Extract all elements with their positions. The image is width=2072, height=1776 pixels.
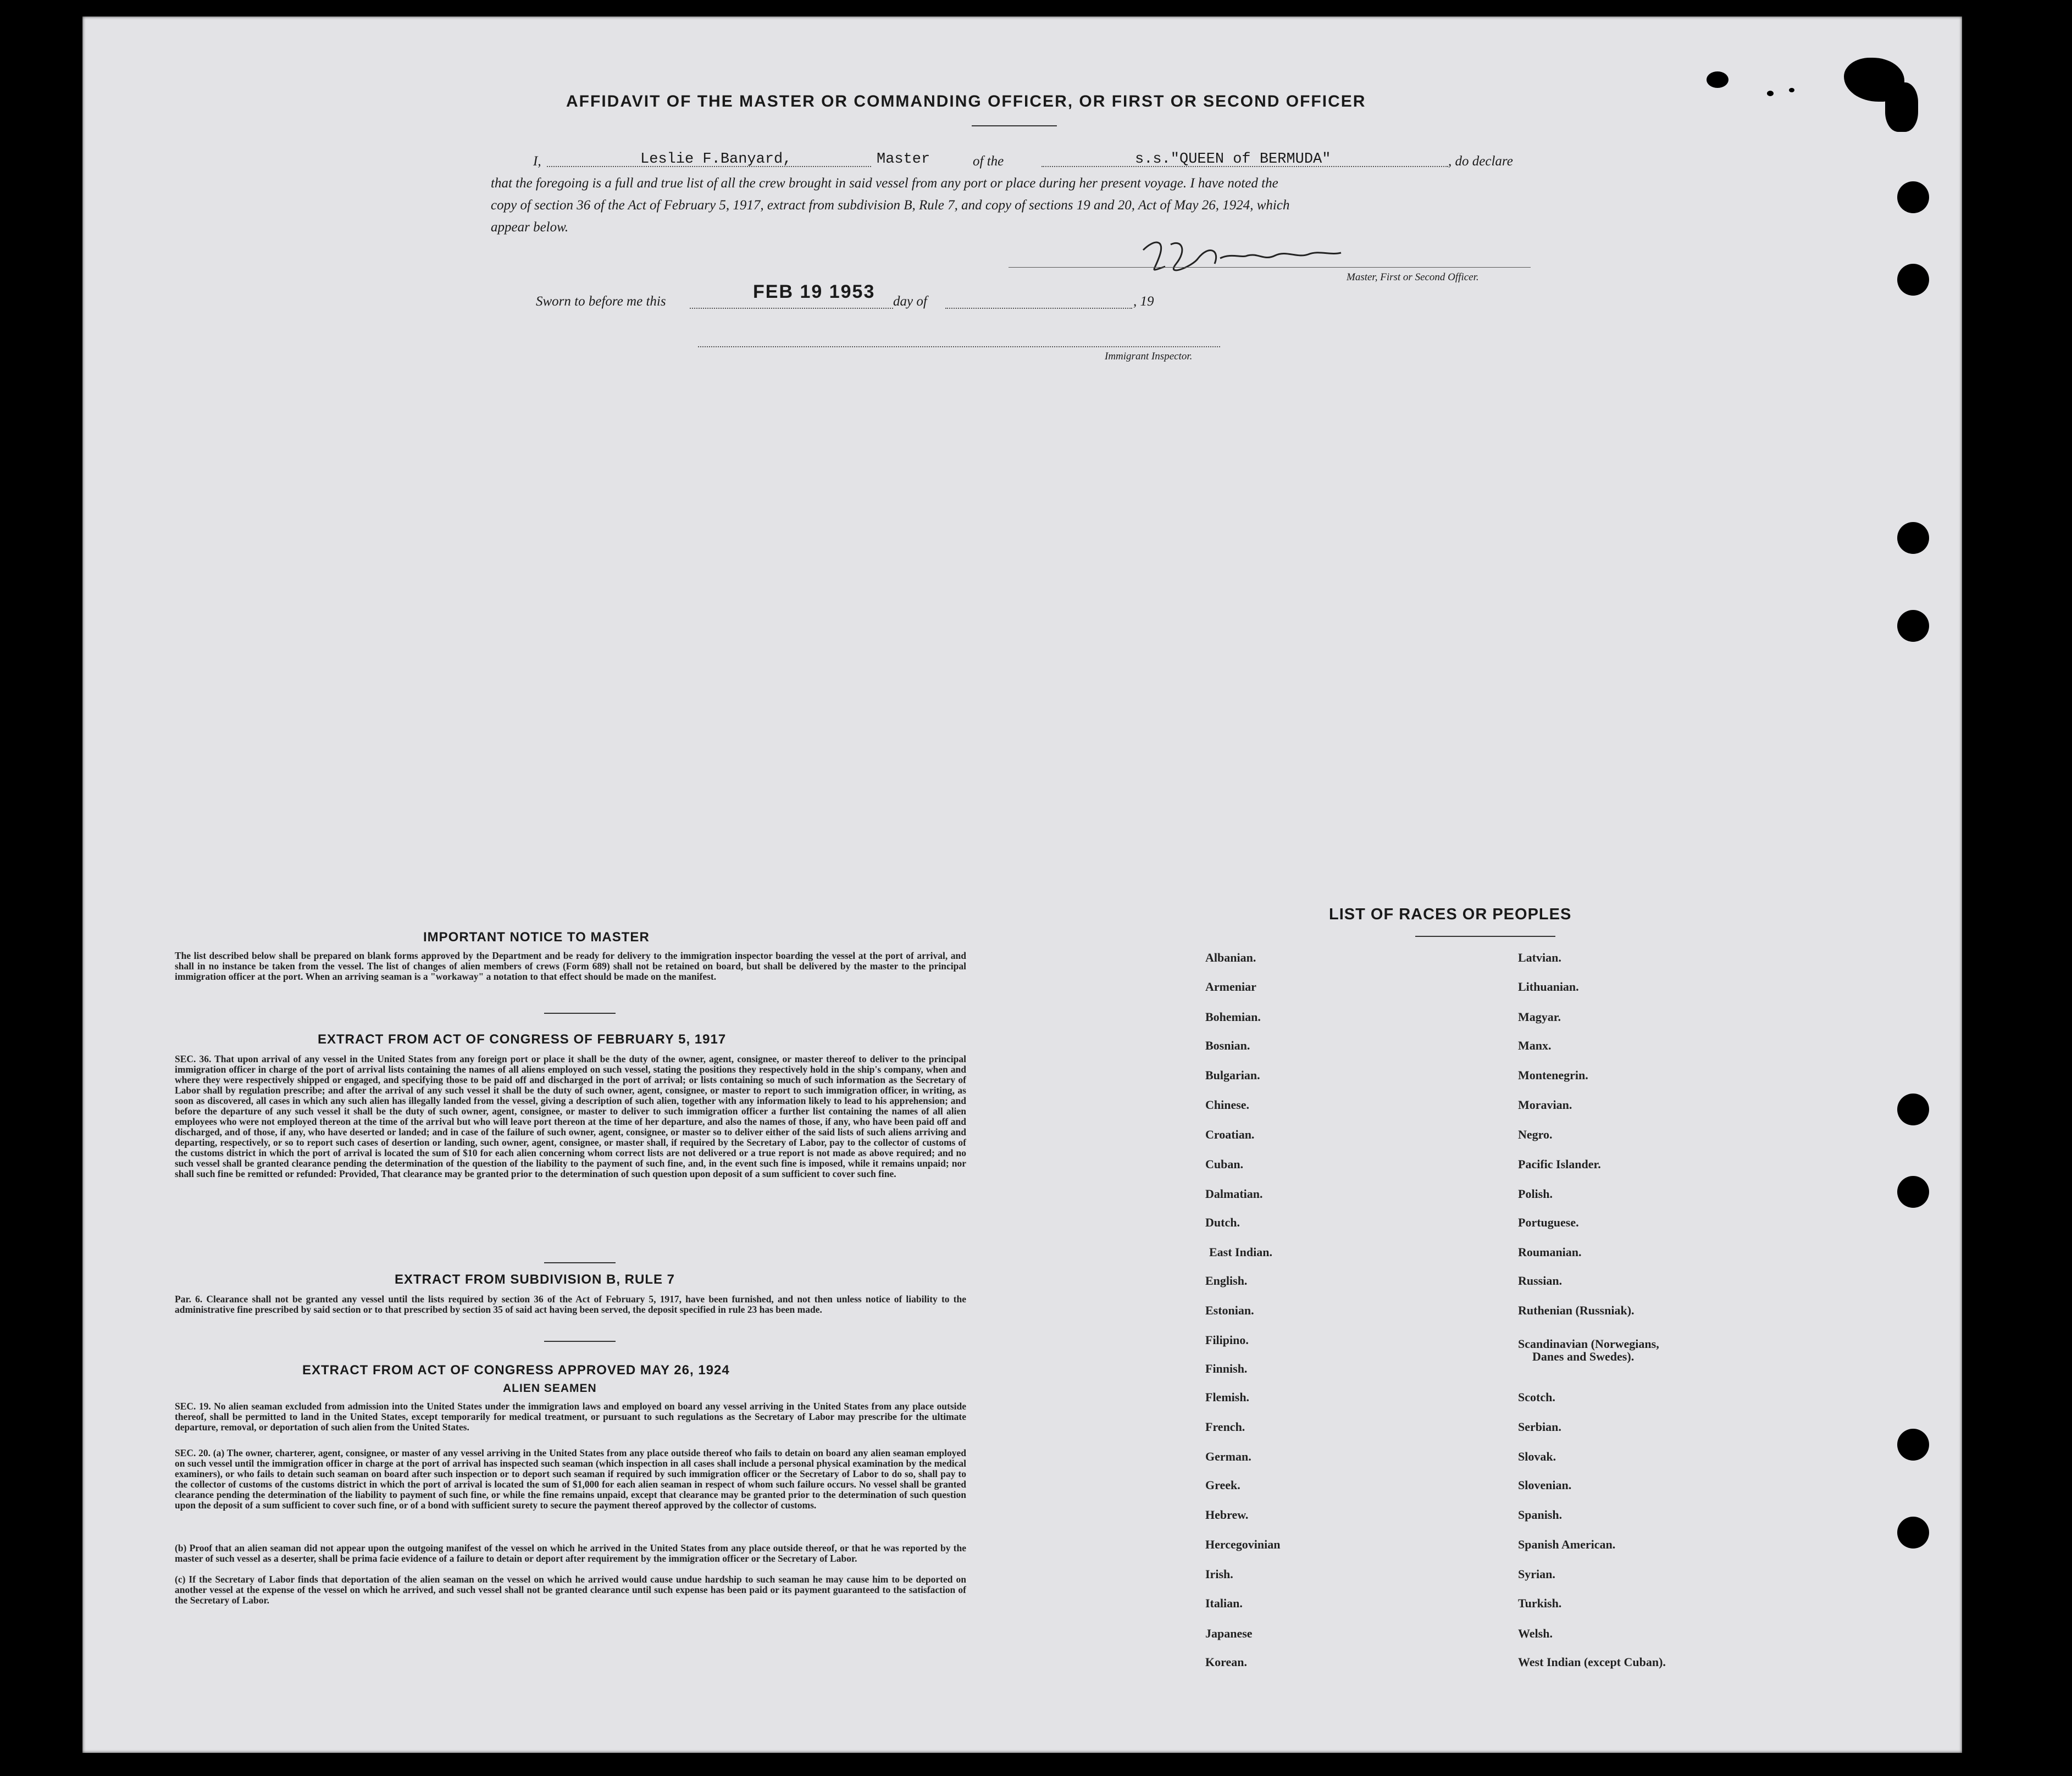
of-the-label: of the bbox=[973, 154, 1004, 169]
vessel-name: s.s."QUEEN of BERMUDA" bbox=[1135, 151, 1331, 168]
sworn-date-stamp: FEB 19 1953 bbox=[753, 281, 876, 302]
race-item: Spanish. bbox=[1518, 1508, 1563, 1522]
race-item: Filipino. bbox=[1205, 1333, 1249, 1347]
extract-1924-sec20c: (c) If the Secretary of Labor finds that deportation of the alien seaman on the vessel on which he arrived would cause undue hardship to such seaman he may cause him to be deported on another vessel at the expense of the vessel on which he arrived, and such vessel shall not be granted clearance until such expense has been paid or its payment guaranteed to the satisfaction of the Secretary of Labor. bbox=[175, 1574, 966, 1606]
race-item: Pacific Islander. bbox=[1518, 1157, 1601, 1171]
sworn-label: Sworn to before me this bbox=[536, 294, 666, 309]
race-item: Lithuanian. bbox=[1518, 980, 1579, 994]
extract-1924-sec20b: (b) Proof that an alien seaman did not appear upon the outgoing manifest of the vessel on which he arrived in the United States from any place outside thereof, or that he was reported by the master of such vessel as a deserter, shall be prima facie evidence of a failure to detain or deport after requirement by the immigration officer or the Secretary of Labor. bbox=[175, 1542, 966, 1564]
punch-hole bbox=[1897, 522, 1929, 554]
ink-blot bbox=[1767, 91, 1774, 96]
month-line bbox=[945, 308, 1132, 309]
alien-seamen-heading: ALIEN SEAMEN bbox=[503, 1382, 597, 1395]
ink-blot bbox=[1707, 71, 1728, 88]
race-item: Russian. bbox=[1518, 1274, 1563, 1287]
ink-blot bbox=[1885, 82, 1918, 132]
notice-text: The list described below shall be prepared on blank forms approved by the Department and be ready for delivery to the immigration inspector boarding the vessel at the port of arrival, and shall in no instance be taken from the vessel. The list of changes of alien members of crews (Form 689) shall not be retained on board, but shall be delivered by the master to the principal immigration officer at the port. When an arriving seaman is a "workaway" a notation to that effect should be made on the manifest. bbox=[175, 950, 966, 982]
race-item: Roumanian. bbox=[1518, 1245, 1582, 1259]
race-item: Irish. bbox=[1205, 1567, 1233, 1581]
divider bbox=[544, 1341, 616, 1342]
punch-hole bbox=[1897, 610, 1929, 642]
race-item: Bosnian. bbox=[1205, 1039, 1250, 1052]
race-item: Hercegovinian bbox=[1205, 1538, 1281, 1551]
race-item: West Indian (except Cuban). bbox=[1518, 1655, 1666, 1669]
race-item: Hebrew. bbox=[1205, 1508, 1249, 1522]
race-item: Scandinavian (Norwegians, bbox=[1518, 1337, 1659, 1351]
inspector-caption: Immigrant Inspector. bbox=[1105, 351, 1193, 362]
notice-heading: IMPORTANT NOTICE TO MASTER bbox=[423, 930, 650, 945]
punch-hole bbox=[1897, 264, 1929, 296]
subdivision-heading: EXTRACT FROM SUBDIVISION B, RULE 7 bbox=[395, 1272, 675, 1287]
race-item: German. bbox=[1205, 1450, 1251, 1463]
race-item: Greek. bbox=[1205, 1478, 1240, 1492]
punch-hole bbox=[1897, 1517, 1929, 1549]
subdivision-text: Par. 6. Clearance shall not be granted any vessel until the lists required by section 36 of the Act of February 5, 1917, have been furnished, and not then unless notice of liability to the administrative fine prescribed by said section or to that prescribed by section 35 of said act having been served, the deposit specified in rule 23 has been made. bbox=[175, 1294, 966, 1315]
extract-1924-heading: EXTRACT FROM ACT OF CONGRESS APPROVED MAY 26, 1924 bbox=[302, 1363, 730, 1378]
race-item: Portuguese. bbox=[1518, 1216, 1579, 1229]
race-item: Dalmatian. bbox=[1205, 1187, 1263, 1201]
affidavit-title: AFFIDAVIT OF THE MASTER OR COMMANDING OFFICER, OR FIRST OR SECOND OFFICER bbox=[566, 92, 1366, 110]
race-item: Welsh. bbox=[1518, 1627, 1553, 1640]
race-item: Negro. bbox=[1518, 1128, 1553, 1141]
extract-1924-sec20a: SEC. 20. (a) The owner, charterer, agent, consignee, or master of any vessel arriving in the United States from any place outside thereof who fails to detain on board any alien seaman employed on such vessel until the immigration officer in charge at the port of arrival has inspected such seaman (which inspection in all cases shall include a personal physical examination by the medical examiners), or who fails to detain such seaman on board after such inspection or to deport such seaman if required by such immigration officer or the Secretary of Labor to do so, shall pay to the collector of customs of the customs district in which the port of arrival is located the sum of $1,000 for each alien seaman in respect of whom such failure occurs. No vessel shall be granted clearance pending the determination of the liability to payment of such fine, or while the fine remains unpaid, except that clearance may be granted prior to the determination of such question upon the deposit of a sum sufficient to cover such fine, or of a bond with sufficient surety to secure the payment thereof approved by the collector of customs. bbox=[175, 1447, 966, 1511]
race-item: Syrian. bbox=[1518, 1567, 1555, 1581]
races-heading: LIST OF RACES OR PEOPLES bbox=[1329, 906, 1572, 923]
affidavit-i-label: I, bbox=[533, 154, 541, 169]
affidavit-body-line-3: appear below. bbox=[491, 220, 569, 235]
race-item: Armeniar bbox=[1205, 980, 1256, 994]
divider bbox=[544, 1013, 616, 1014]
race-item: Cuban. bbox=[1205, 1157, 1244, 1171]
race-item: Scotch. bbox=[1518, 1390, 1555, 1404]
divider bbox=[544, 1262, 616, 1263]
race-item: Albanian. bbox=[1205, 951, 1256, 964]
race-item: Slovak. bbox=[1518, 1450, 1556, 1463]
race-item: Turkish. bbox=[1518, 1596, 1562, 1610]
race-item: Estonian. bbox=[1205, 1303, 1254, 1317]
affidavit-body-line-1: that the foregoing is a full and true list of all the crew brought in said vessel from any port or place during her present voyage. I have noted the bbox=[491, 176, 1278, 191]
punch-hole bbox=[1897, 1429, 1929, 1461]
race-item: Serbian. bbox=[1518, 1420, 1561, 1434]
master-signature bbox=[1132, 234, 1363, 283]
ink-blot bbox=[1789, 88, 1794, 92]
race-item: Latvian. bbox=[1518, 951, 1561, 964]
punch-hole bbox=[1897, 1176, 1929, 1208]
race-item: Spanish American. bbox=[1518, 1538, 1616, 1551]
signature-line bbox=[1009, 267, 1531, 268]
officer-rank: Master bbox=[877, 151, 930, 168]
race-item: Chinese. bbox=[1205, 1098, 1250, 1112]
race-item: Flemish. bbox=[1205, 1390, 1250, 1404]
race-item: Italian. bbox=[1205, 1596, 1243, 1610]
race-item: East Indian. bbox=[1209, 1245, 1272, 1259]
race-item: Japanese bbox=[1205, 1627, 1253, 1640]
race-item: Finnish. bbox=[1205, 1362, 1248, 1375]
race-item: Manx. bbox=[1518, 1039, 1552, 1052]
race-item: Bohemian. bbox=[1205, 1010, 1261, 1024]
race-item: Dutch. bbox=[1205, 1216, 1240, 1229]
master-name: Leslie F.Banyard, bbox=[640, 151, 792, 168]
race-item: Ruthenian (Russniak). bbox=[1518, 1303, 1635, 1317]
race-item: Bulgarian. bbox=[1205, 1068, 1260, 1082]
year-label: , 19 bbox=[1133, 294, 1154, 309]
race-item: Magyar. bbox=[1518, 1010, 1561, 1024]
punch-hole bbox=[1897, 1094, 1929, 1125]
race-item: Danes and Swedes). bbox=[1532, 1350, 1635, 1363]
race-item: Slovenian. bbox=[1518, 1478, 1572, 1492]
affidavit-body-line-2: copy of section 36 of the Act of February 5, 1917, extract from subdivision B, Rule 7, and copy of sections 19 and 20, Act of May 26, 1924, which bbox=[491, 198, 1290, 213]
sworn-date-line bbox=[690, 308, 893, 309]
race-item: Polish. bbox=[1518, 1187, 1553, 1201]
divider bbox=[1415, 936, 1555, 937]
race-item: English. bbox=[1205, 1274, 1248, 1287]
signature-caption: Master, First or Second Officer. bbox=[1347, 271, 1479, 283]
punch-hole bbox=[1897, 181, 1929, 213]
day-of-label: day of bbox=[893, 294, 927, 309]
inspector-line bbox=[698, 346, 1220, 347]
race-item: Moravian. bbox=[1518, 1098, 1572, 1112]
extract-1917-heading: EXTRACT FROM ACT OF CONGRESS OF FEBRUARY 5, 1917 bbox=[318, 1032, 727, 1047]
extract-1924-sec19: SEC. 19. No alien seaman excluded from admission into the United States under the immigration laws and employed on board any vessel arriving in the United States from any place outside thereof, shall be permitted to land in the United States, except temporarily for medical treatment, or pursuant to such regulations as the Secretary of Labor may prescribe for the ultimate departure, removal, or deportation of such alien from the United States. bbox=[175, 1401, 966, 1433]
race-item: French. bbox=[1205, 1420, 1245, 1434]
divider bbox=[972, 125, 1057, 126]
do-declare-label: , do declare bbox=[1448, 154, 1513, 169]
race-item: Korean. bbox=[1205, 1655, 1247, 1669]
race-item: Croatian. bbox=[1205, 1128, 1255, 1141]
extract-1917-text: SEC. 36. That upon arrival of any vessel in the United States from any foreign port or place it shall be the duty of the owner, agent, consignee, or master thereof to deliver to the principal immigration officer in charge of the port of arrival lists containing the names of all aliens employed on such vessel, stating the positions they respectively hold in the ship's company, when and where they were respectively shipped or engaged, and specifying those to be paid off and discharged in the port of arrival; or lists containing so much of such information as the Secretary of Labor shall by regulation prescribe; and after the arrival of any such vessel it shall be the duty of such owner, agent, consignee, or master to report to such immigration officer, in writing, as soon as discovered, all cases in which any such alien has illegally landed from the vessel, giving a description of such alien, together with any information likely to lead to his apprehension; and before the departure of any such vessel it shall be the duty of such owner, agent, consignee, or master to deliver to such immigration officer a further list containing the names of all alien employees who were not employed thereon at the time of the arrival but who will leave port thereon at the time of her departure, and also the names of those, if any, who have been paid off and discharged, and of those, if any, who have deserted or landed; and in case of the failure of such owner, agent, consignee, or master so to deliver either of the said lists of such aliens arriving and departing, respectively, or so to report such cases of desertion or landing, such owner, agent, consignee, or master shall, if required by the Secretary of Labor, pay to the collector of customs of the customs district in which the port of arrival is located the sum of $10 for each alien concerning whom correct lists are not delivered or a true report is not made as above required; and no such vessel shall be granted clearance pending the determination of the question of the liability to the payment of such fine, and, in the event such fine is imposed, while it remains unpaid; nor shall such fine be remitted or refunded: Provided, That clearance may be granted prior to the determination of such question upon deposit of a sum sufficient to cover such fine. bbox=[175, 1053, 966, 1179]
race-item: Montenegrin. bbox=[1518, 1068, 1588, 1082]
